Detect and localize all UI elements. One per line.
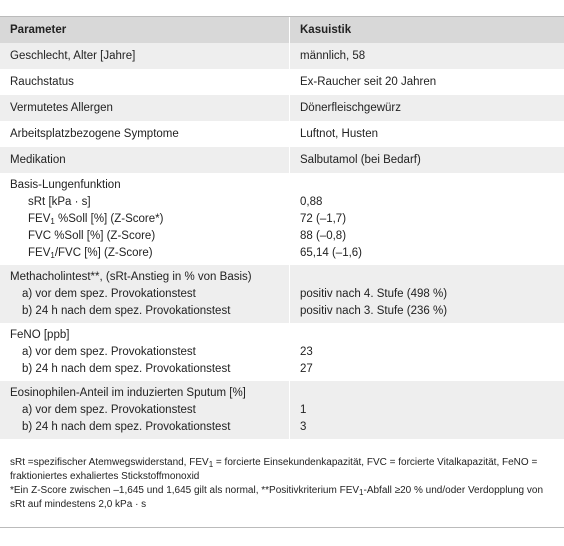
feno-b-label: b) 24 h nach dem spez. Provokationstest xyxy=(22,363,231,375)
table-footnote xyxy=(10,456,558,512)
table-row-eos xyxy=(0,381,564,439)
row-value: männlich, 58 xyxy=(290,43,564,69)
srt-label: sRt [kPa · s] xyxy=(28,196,91,208)
basis-values xyxy=(290,173,564,265)
fev1-label: $FEV_1$ %Soll [%] (Z-Score*) xyxy=(28,213,164,226)
feno-values xyxy=(290,323,564,381)
feno-title: FeNO [ppb] xyxy=(10,329,70,341)
metha-a-value: positiv nach 4. Stufe (498 %) xyxy=(300,288,448,300)
ratio-value: 65,14 (–1,6) xyxy=(300,247,363,259)
row-value: Ex-Raucher seit 20 Jahren xyxy=(290,69,564,95)
kasuistik-table xyxy=(0,17,564,439)
table-row xyxy=(0,147,564,173)
feno-b-value: 27 xyxy=(300,363,313,375)
table-row xyxy=(0,95,564,121)
eos-b-label: b) 24 h nach dem spez. Provokationstest xyxy=(22,421,231,433)
table-row-feno xyxy=(0,323,564,381)
row-value: Luftnot, Husten xyxy=(290,121,564,147)
footnote-abbreviations: sRt =spezifischer Atemwegswiderstand, $FEV_1$ = forcierte Einsekundenkapazität, FVC = forcierte Vitalkapazität, FeNO = fraktioniertes exhaliertes Stickstoffmonoxid xyxy=(10,457,538,482)
table-row-basis xyxy=(0,173,564,265)
bottom-rule xyxy=(0,527,564,528)
table-header-row xyxy=(0,17,564,43)
table-row-metha xyxy=(0,265,564,323)
eos-a-value: 1 xyxy=(300,404,307,416)
eos-title: Eosinophilen-Anteil im induzierten Sputum [%] xyxy=(10,387,246,399)
metha-b-label: b) 24 h nach dem spez. Provokationstest xyxy=(22,305,231,317)
table-row xyxy=(0,121,564,147)
ratio-label: $FEV_1$/FVC [%] (Z-Score) xyxy=(28,247,153,260)
row-label: Vermutetes Allergen xyxy=(0,95,290,121)
metha-a-label: a) vor dem spez. Provokationstest xyxy=(22,288,196,300)
row-label: Geschlecht, Alter [Jahre] xyxy=(0,43,290,69)
fvc-value: 88 (–0,8) xyxy=(300,230,347,242)
basis-labels xyxy=(0,173,290,265)
eos-a-label: a) vor dem spez. Provokationstest xyxy=(22,404,196,416)
header-kasuistik: Kasuistik xyxy=(290,17,564,43)
row-value: Salbutamol (bei Bedarf) xyxy=(290,147,564,173)
srt-value: 0,88 xyxy=(300,196,323,208)
metha-labels xyxy=(0,265,290,323)
table-row xyxy=(0,43,564,69)
feno-a-value: 23 xyxy=(300,346,313,358)
metha-title: Methacholintest**, (sRt-Anstieg in % von Basis) xyxy=(10,271,252,283)
metha-b-value: positiv nach 3. Stufe (236 %) xyxy=(300,305,448,317)
feno-labels xyxy=(0,323,290,381)
row-label: Arbeitsplatzbezogene Symptome xyxy=(0,121,290,147)
metha-values xyxy=(290,265,564,323)
eos-labels xyxy=(0,381,290,439)
fev1-value: 72 (–1,7) xyxy=(300,213,347,225)
header-parameter: Parameter xyxy=(0,17,290,43)
eos-values xyxy=(290,381,564,439)
table-row xyxy=(0,69,564,95)
footnote-criteria: *Ein Z-Score zwischen –1,645 und 1,645 gilt als normal, **Positivkriterium $FEV_1$-Abfall ≥20 % und/oder Verdopplung von sRt auf mindestens 2,0 kPa · s xyxy=(10,485,544,510)
feno-a-label: a) vor dem spez. Provokationstest xyxy=(22,346,196,358)
basis-title: Basis-Lungenfunktion xyxy=(10,179,121,191)
row-label: Medikation xyxy=(0,147,290,173)
row-value: Dönerfleischgewürz xyxy=(290,95,564,121)
eos-b-value: 3 xyxy=(300,421,307,433)
fvc-label: FVC %Soll [%] (Z-Score) xyxy=(28,230,156,242)
row-label: Rauchstatus xyxy=(0,69,290,95)
